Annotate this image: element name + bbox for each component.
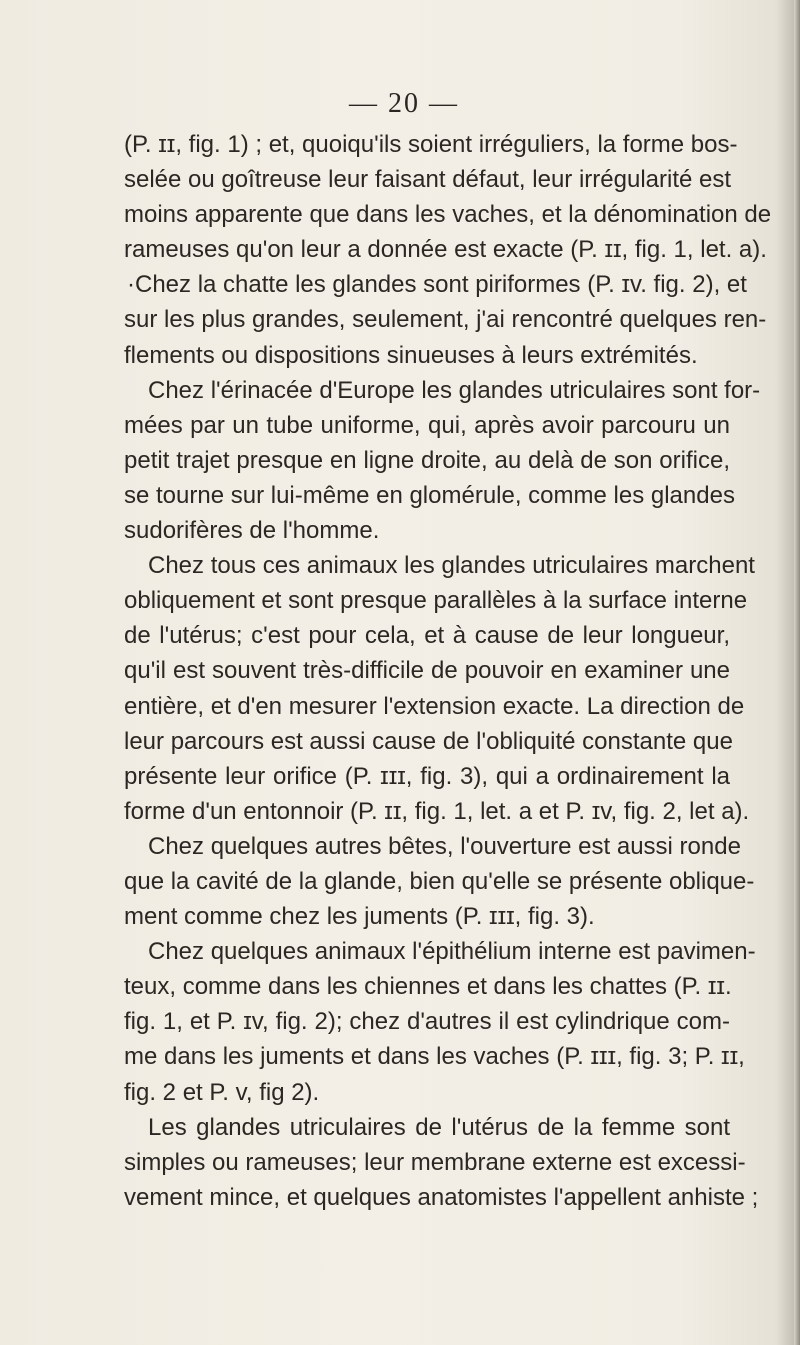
text-line: obliquement et sont presque parallèles à la surface interne [124,587,748,615]
text-line: présente leur orifice (P. ɪɪɪ, fig. 3), qui a ordinairement la [124,762,730,790]
text-line: se tourne sur lui-même en glomérule, comme les glandes [124,481,735,509]
text-line: Chez tous ces animaux les glandes utriculaires marchent [148,552,755,580]
text-line: me dans les juments et dans les vaches (P. ɪɪɪ, fig. 3; P. ɪɪ, [124,1043,745,1071]
text-line: Les glandes utriculaires de l'utérus de la femme sont [148,1113,730,1141]
text-line: sur les plus grandes, seulement, j'ai rencontré quelques ren- [124,306,767,334]
text-line: entière, et d'en mesurer l'extension exacte. La direction de [124,692,745,720]
text-line: forme d'un entonnoir (P. ɪɪ, fig. 1, let. a et P. ɪv, fig. 2, let a). [124,797,750,825]
text-line: ·Chez la chatte les glandes sont piriformes (P. ɪv. fig. 2), et [127,271,747,299]
text-line: sudorifères de l'homme. [124,517,380,545]
body-text [124,127,772,1215]
text-line: flements ou dispositions sinueuses à leurs extrémités. [124,341,698,369]
text-line: que la cavité de la glande, bien qu'elle se présente oblique- [124,867,755,895]
text-line: Chez l'érinacée d'Europe les glandes utriculaires sont for- [148,376,761,404]
page-number: — 20 — [349,88,459,119]
text-line: selée ou goîtreuse leur faisant défaut, leur irrégularité est [124,166,732,194]
text-line: qu'il est souvent très-difficile de pouvoir en examiner une [124,657,730,685]
text-line: fig. 2 et P. v, fig 2). [124,1078,320,1106]
text-line: petit trajet presque en ligne droite, au delà de son orifice, [124,446,730,474]
text-line: ment comme chez les juments (P. ɪɪɪ, fig. 3). [124,903,595,931]
text-line: Chez quelques animaux l'épithélium interne est pavimen- [148,938,756,966]
text-line: (P. ɪɪ, fig. 1) ; et, quoiqu'ils soient irréguliers, la forme bos- [124,131,738,158]
text-line: Chez quelques autres bêtes, l'ouverture est aussi ronde [148,832,741,860]
page-edge-shadow [794,0,800,1345]
text-line: de l'utérus; c'est pour cela, et à cause de leur longueur, [124,622,730,650]
text-line: fig. 1, et P. ɪv, fig. 2); chez d'autres il est cylindrique com- [124,1008,730,1036]
text-line: vement mince, et quelques anatomistes l'appellent anhiste ; [124,1183,759,1211]
text-line: moins apparente que dans les vaches, et la dénomination de [124,201,772,229]
text-line: leur parcours est aussi cause de l'obliquité constante que [124,727,733,755]
text-line: simples ou rameuses; leur membrane externe est excessi- [124,1148,746,1176]
text-line: rameuses qu'on leur a donnée est exacte (P. ɪɪ, fig. 1, let. a). [124,236,767,264]
text-line: mées par un tube uniforme, qui, après avoir parcouru un [124,411,730,439]
text-line: teux, comme dans les chiennes et dans les chattes (P. ɪɪ. [124,973,732,1001]
